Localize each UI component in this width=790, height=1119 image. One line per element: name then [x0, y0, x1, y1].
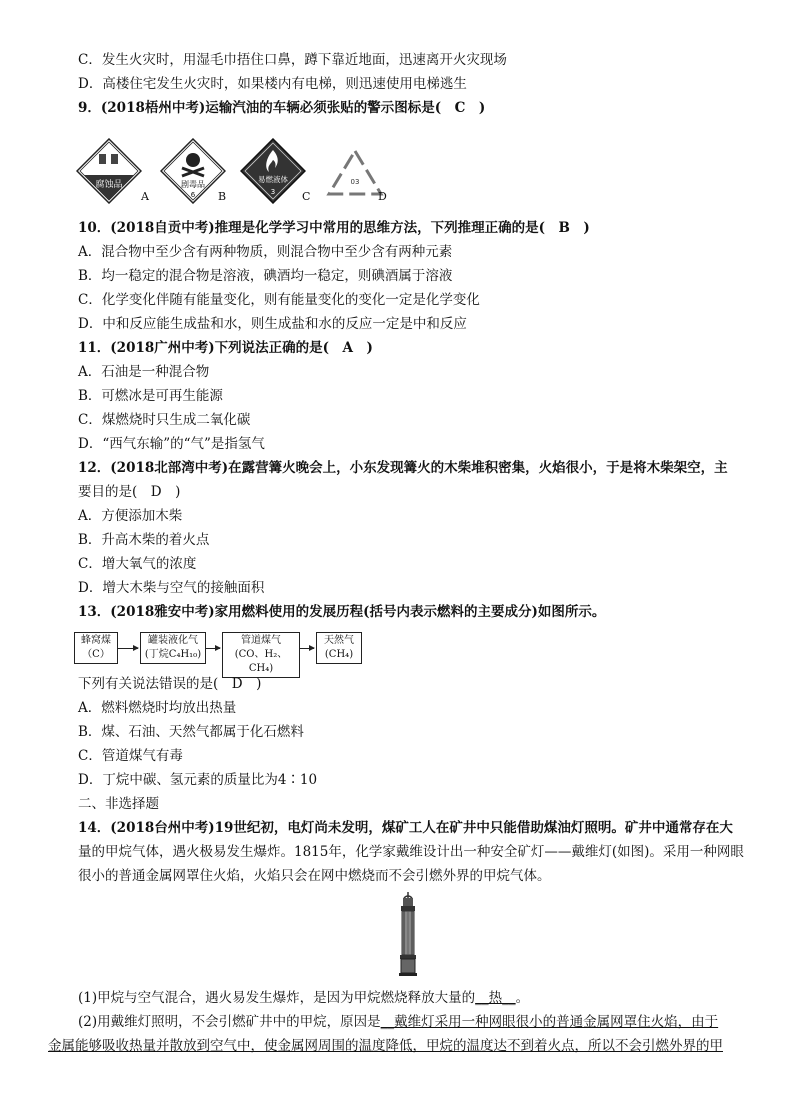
flammable-liquid-sign-icon	[240, 138, 306, 204]
q11-option-b: B．可燃冰是可再生能源	[78, 388, 223, 404]
flow-box-4-formula: (CH₄)	[324, 649, 354, 660]
question-9: 9．(2018梧州中考)运输汽油的车辆必须张贴的警示图标是( C )	[78, 100, 486, 116]
section-heading: 二、非选择题	[78, 796, 159, 812]
flow-box-1-title: 蜂窝煤	[81, 635, 111, 646]
corrosive-sign-icon	[76, 138, 142, 204]
question-11: 11．(2018广州中考)下列说法正确的是( A )	[78, 340, 373, 356]
q14-part-1-end: 。	[515, 990, 530, 1006]
q13-option-a: A．燃料燃烧时均放出热量	[78, 700, 237, 716]
q14-part-2-answer-1: __戴维灯采用一种网眼很小的普通金属网罩住火焰，由于	[380, 1014, 719, 1030]
flow-arrow-1	[118, 648, 138, 649]
option-a-label: A	[141, 190, 149, 203]
q13-option-b: B．煤、石油、天然气都属于化石燃料	[78, 724, 304, 740]
flow-box-3-title: 管道煤气	[241, 635, 281, 646]
q10-option-a: A．混合物中至少含有两种物质，则混合物中至少含有两种元素	[78, 244, 453, 260]
q10-option-c: C．化学变化伴随有能量变化，则有能量变化的变化一定是化学变化	[78, 292, 480, 308]
question-12-cont: 要目的是( D )	[78, 484, 181, 500]
q12-option-c: C．增大氧气的浓度	[78, 556, 197, 572]
option-d-label: D	[378, 190, 387, 203]
flammable-sign-number: 3	[270, 188, 276, 196]
question-14-line-3: 很小的普通金属网罩住火焰，火焰只会在网中燃烧而不会引燃外界的甲烷气体。	[78, 868, 551, 884]
q11-option-d: D．“西气东输”的“气”是指氢气	[78, 436, 265, 452]
q12-option-d: D．增大木柴与空气的接触面积	[78, 580, 265, 596]
question-12: 12．(2018北部湾中考)在露营篝火晚会上，小东发现篝火的木柴堆积密集，火焰很小，于是将木柴架空，主	[78, 460, 728, 476]
q12-option-a: A．方便添加木柴	[78, 508, 183, 524]
q14-part-1	[78, 989, 529, 1007]
option-c-label: C	[302, 190, 311, 203]
toxic-sign-icon	[160, 138, 226, 204]
question-13: 13．(2018雅安中考)家用燃料使用的发展历程(括号内表示燃料的主要成分)如图所示。	[78, 604, 606, 620]
flammable-sign-label: 易燃液体	[258, 175, 288, 184]
flow-box-natural-gas	[316, 632, 362, 664]
q14-part-2-answer-2: 金属能够吸收热量并散放到空气中，使金属网周围的温度降低，甲烷的温度达不到着火点，所以不会引燃外界的甲	[48, 1038, 723, 1054]
q14-part-2-text: (2)用戴维灯照明，不会引燃矿井中的甲烷，原因是	[78, 1014, 381, 1030]
flow-arrow-3	[300, 648, 314, 649]
flow-box-2-title: 罐装液化气	[148, 635, 198, 646]
q11-option-a: A．石油是一种混合物	[78, 364, 210, 380]
flow-box-1-formula: （C）	[82, 649, 110, 660]
recycle-sign-number: 03	[350, 178, 360, 186]
flow-box-2-formula: (丁烷C₄H₁₀)	[144, 649, 202, 660]
toxic-sign-number: 6	[190, 191, 196, 199]
toxic-sign-label: 剧毒品	[181, 180, 205, 189]
flow-box-lpg	[140, 632, 206, 664]
q10-option-b: B．均一稳定的混合物是溶液，碘酒均一稳定，则碘酒属于溶液	[78, 268, 453, 284]
q14-part-1-text: (1)甲烷与空气混合，遇火易发生爆炸，是因为甲烷燃烧释放大量的	[78, 990, 476, 1006]
q14-part-1-answer: __热__	[475, 990, 516, 1006]
q11-option-c: C．煤燃烧时只生成二氧化碳	[78, 412, 251, 428]
option-b-label: B	[218, 190, 227, 203]
corrosive-sign-label: 腐蚀品	[95, 180, 123, 190]
question-10: 10．(2018自贡中考)推理是化学学习中常用的思维方法，下列推理正确的是( B )	[78, 220, 590, 236]
q12-option-b: B．升高木柴的着火点	[78, 532, 210, 548]
q13-option-d: D．丁烷中碳、氢元素的质量比为4∶10	[78, 772, 318, 788]
q13-option-c: C．管道煤气有毒	[78, 748, 183, 764]
flow-box-pipeline-gas	[222, 632, 300, 678]
q10-option-d: D．中和反应能生成盐和水，则生成盐和水的反应一定是中和反应	[78, 316, 467, 332]
davy-lamp-icon	[396, 892, 420, 976]
q14-part-2	[78, 1013, 718, 1031]
flow-arrow-2	[206, 648, 220, 649]
flow-box-4-title: 天然气	[324, 635, 354, 646]
question-14: 14．(2018台州中考)19世纪初，电灯尚未发明，煤矿工人在矿井中只能借助煤油灯照明。矿井中通常存在大	[78, 820, 733, 836]
flow-box-honeycomb-coal	[74, 632, 118, 664]
option-c-fire: C．发生火灾时，用湿毛巾捂住口鼻，蹲下靠近地面，迅速离开火灾现场	[78, 52, 507, 68]
question-14-line-2: 量的甲烷气体，遇火极易发生爆炸。1815年，化学家戴维设计出一种安全矿灯——戴维灯(如图)。采用一种网眼	[78, 844, 744, 860]
recycle-sign-icon	[326, 148, 384, 198]
option-d-elevator: D．高楼住宅发生火灾时，如果楼内有电梯，则迅速使用电梯逃生	[78, 76, 467, 92]
q13-prompt: 下列有关说法错误的是( D )	[78, 676, 262, 692]
flow-box-3-formula: (CO、H₂、CH₄)	[234, 649, 288, 674]
